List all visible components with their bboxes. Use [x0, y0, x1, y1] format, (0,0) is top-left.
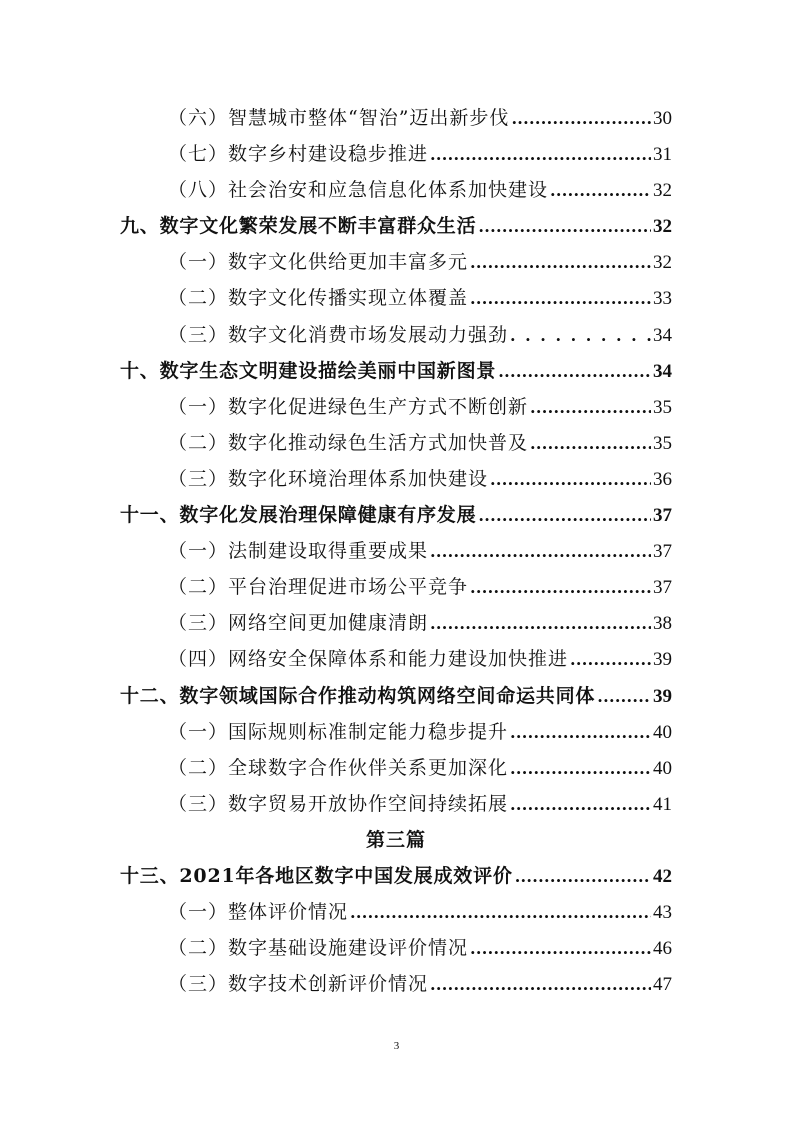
- toc-entry-page: 47: [653, 974, 672, 996]
- dot-leader: [470, 280, 651, 317]
- dot-leader: [430, 533, 651, 570]
- toc-entry-page: 34: [653, 324, 672, 346]
- dot-leader: [490, 461, 651, 498]
- toc-chapter-entry[interactable]: [120, 208, 672, 244]
- toc-entry-page: 33: [653, 288, 672, 310]
- dot-leader: [510, 750, 651, 787]
- toc-entry-page: 42: [653, 865, 672, 887]
- toc-entry-page: 30: [653, 108, 672, 129]
- toc-entry-page: 34: [653, 360, 672, 382]
- toc-entry-title: （三）网络空间更加健康清朗: [168, 612, 429, 635]
- dot-leader: [498, 353, 651, 390]
- dot-leader: [510, 317, 651, 354]
- toc-section-entry[interactable]: [120, 894, 672, 930]
- toc-entry-page: 40: [653, 721, 672, 743]
- toc-entry-page: 36: [653, 468, 672, 490]
- toc-entry-title: 十二、数字领域国际合作推动构筑网络空间命运共同体: [120, 684, 596, 707]
- toc-section-entry[interactable]: [120, 605, 672, 641]
- toc-entry-title: （一）整体评价情况: [168, 901, 349, 924]
- toc-section-entry[interactable]: [120, 461, 672, 497]
- toc-section-entry[interactable]: [120, 172, 672, 208]
- toc-section-entry[interactable]: [120, 100, 672, 136]
- toc-entry-page: 43: [653, 902, 672, 924]
- toc-section-entry[interactable]: [120, 533, 672, 569]
- toc-section-entry[interactable]: [120, 569, 672, 605]
- toc-section-entry[interactable]: [120, 714, 672, 750]
- toc-entry-title: （一）法制建设取得重要成果: [168, 540, 429, 563]
- dot-leader: [511, 100, 651, 137]
- toc-section-entry[interactable]: [120, 750, 672, 786]
- toc-entry-title: 十一、数字化发展治理保障健康有序发展: [120, 504, 477, 527]
- toc-section-entry[interactable]: [120, 786, 672, 822]
- toc-entry-page: 37: [653, 541, 672, 563]
- toc-entry-page: 35: [653, 432, 672, 454]
- toc-entry-title: （六）智慧城市整体“智治”迈出新步伐: [168, 107, 510, 129]
- dot-leader: [430, 966, 651, 1003]
- table-of-contents: [120, 100, 672, 1002]
- toc-entry-page: 41: [653, 793, 672, 815]
- toc-chapter-entry[interactable]: [120, 858, 672, 894]
- toc-entry-page: 39: [653, 649, 672, 671]
- toc-entry-title: （七）数字乡村建设稳步推进: [168, 143, 429, 166]
- toc-entry-title: （一）数字化促进绿色生产方式不断创新: [168, 395, 529, 418]
- dot-leader: [550, 172, 651, 209]
- page-number: 3: [393, 1040, 400, 1052]
- toc-entry-title: （三）数字化环境治理体系加快建设: [168, 467, 489, 490]
- toc-entry-page: 32: [653, 216, 672, 238]
- dot-leader: [515, 858, 651, 895]
- toc-entry-title: （一）数字文化供给更加丰富多元: [168, 251, 469, 274]
- dot-leader: [350, 894, 651, 931]
- toc-section-entry[interactable]: [120, 136, 672, 172]
- dot-leader: [597, 678, 651, 715]
- toc-entry-title: （三）数字文化消费市场发展动力强劲: [168, 323, 509, 346]
- toc-entry-title: （三）数字贸易开放协作空间持续拓展: [168, 792, 509, 815]
- toc-section-entry[interactable]: [120, 641, 672, 677]
- toc-entry-page: 35: [653, 396, 672, 418]
- dot-leader: [530, 389, 651, 426]
- toc-section-entry[interactable]: [120, 389, 672, 425]
- toc-entry-page: 31: [653, 144, 672, 166]
- toc-entry-title: 十、数字生态文明建设描绘美丽中国新图景: [120, 359, 497, 382]
- toc-section-entry[interactable]: [120, 280, 672, 316]
- dot-leader: [470, 244, 651, 281]
- dot-leader: [570, 641, 651, 678]
- toc-entry-title: （二）数字化推动绿色生活方式加快普及: [168, 431, 529, 454]
- toc-section-entry[interactable]: [120, 317, 672, 353]
- dot-leader: [478, 208, 651, 245]
- toc-chapter-entry[interactable]: [120, 353, 672, 389]
- toc-section-entry[interactable]: [120, 930, 672, 966]
- toc-entry-page: 32: [653, 252, 672, 274]
- toc-section-entry[interactable]: [120, 244, 672, 280]
- toc-section-entry[interactable]: [120, 425, 672, 461]
- toc-entry-page: 32: [653, 180, 672, 202]
- toc-entry-title: （二）全球数字合作伙伴关系更加深化: [168, 756, 509, 779]
- toc-entry-title: （二）数字基础设施建设评价情况: [168, 937, 469, 960]
- toc-entry-page: 39: [653, 685, 672, 707]
- toc-entry-title: （二）数字文化传播实现立体覆盖: [168, 287, 469, 310]
- toc-chapter-entry[interactable]: [120, 678, 672, 714]
- dot-leader: [470, 930, 651, 967]
- dot-leader: [470, 569, 651, 606]
- dot-leader: [430, 605, 651, 642]
- dot-leader: [430, 136, 651, 173]
- toc-chapter-entry[interactable]: [120, 497, 672, 533]
- dot-leader: [530, 425, 651, 462]
- dot-leader: [510, 786, 651, 823]
- toc-entry-title: （八）社会治安和应急信息化体系加快建设: [168, 179, 549, 202]
- toc-entry-title: 九、数字文化繁荣发展不断丰富群众生活: [120, 215, 477, 238]
- dot-leader: [510, 714, 651, 751]
- toc-section-entry[interactable]: [120, 966, 672, 1002]
- toc-entry-page: 46: [653, 938, 672, 960]
- toc-entry-title: 十三、2021年各地区数字中国发展成效评价: [120, 864, 513, 887]
- toc-entry-title: （四）网络安全保障体系和能力建设加快推进: [168, 648, 569, 671]
- toc-entry-title: （三）数字技术创新评价情况: [168, 973, 429, 996]
- toc-entry-page: 40: [653, 757, 672, 779]
- section-heading: 第三篇: [365, 828, 426, 851]
- toc-entry-page: 38: [653, 613, 672, 635]
- toc-entry-title: （二）平台治理促进市场公平竞争: [168, 576, 469, 599]
- dot-leader: [478, 497, 651, 534]
- toc-entry-page: 37: [653, 577, 672, 599]
- toc-entry-page: 37: [653, 505, 672, 527]
- toc-entry-title: （一）国际规则标准制定能力稳步提升: [168, 720, 509, 743]
